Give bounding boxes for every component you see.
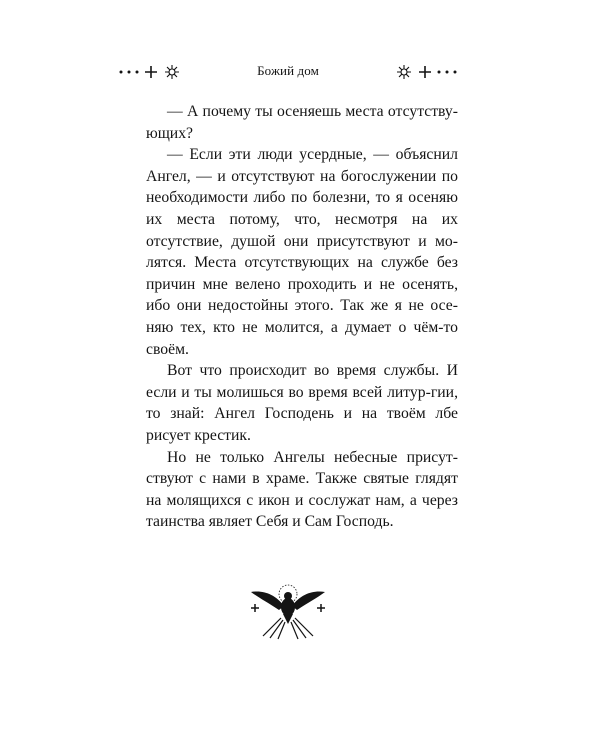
running-header xyxy=(118,62,458,82)
dove-with-rays-icon xyxy=(243,580,333,640)
paragraph: Вот что происходит во время службы. И если и ты молишься во время всей литур-гии, то знай: Ангел Господень и на твоём лбе рисует крестик. xyxy=(146,362,458,444)
paragraph: Но не только Ангелы небесные присут-ствуют с нами в храме. Также святые глядят на молящихся с икон и сослужат нам, а через таинства являет Себя и Сам Господь. xyxy=(146,448,458,531)
body-text xyxy=(146,101,458,533)
paragraph: — Если эти люди усердные, — объяснил Ангел, — и отсутствуют на богослужении по необходимости либо по болезни, то я осеняю их места потому, что, несмотря на их отсутствие, душой они присутствуют и мо-лятся. Места отсутствующих на службе без причин мне велено проходить и не осенять, ибо они недостойны этого. Так же я не осе-няю тех, кто не молится, а думает о чём-то своём. xyxy=(146,146,458,358)
paragraph: — А почему ты осеняешь места отсутству-ющих? xyxy=(146,103,458,142)
running-title: Божий дом xyxy=(257,63,319,78)
header-right-ornament-icon xyxy=(396,62,458,82)
